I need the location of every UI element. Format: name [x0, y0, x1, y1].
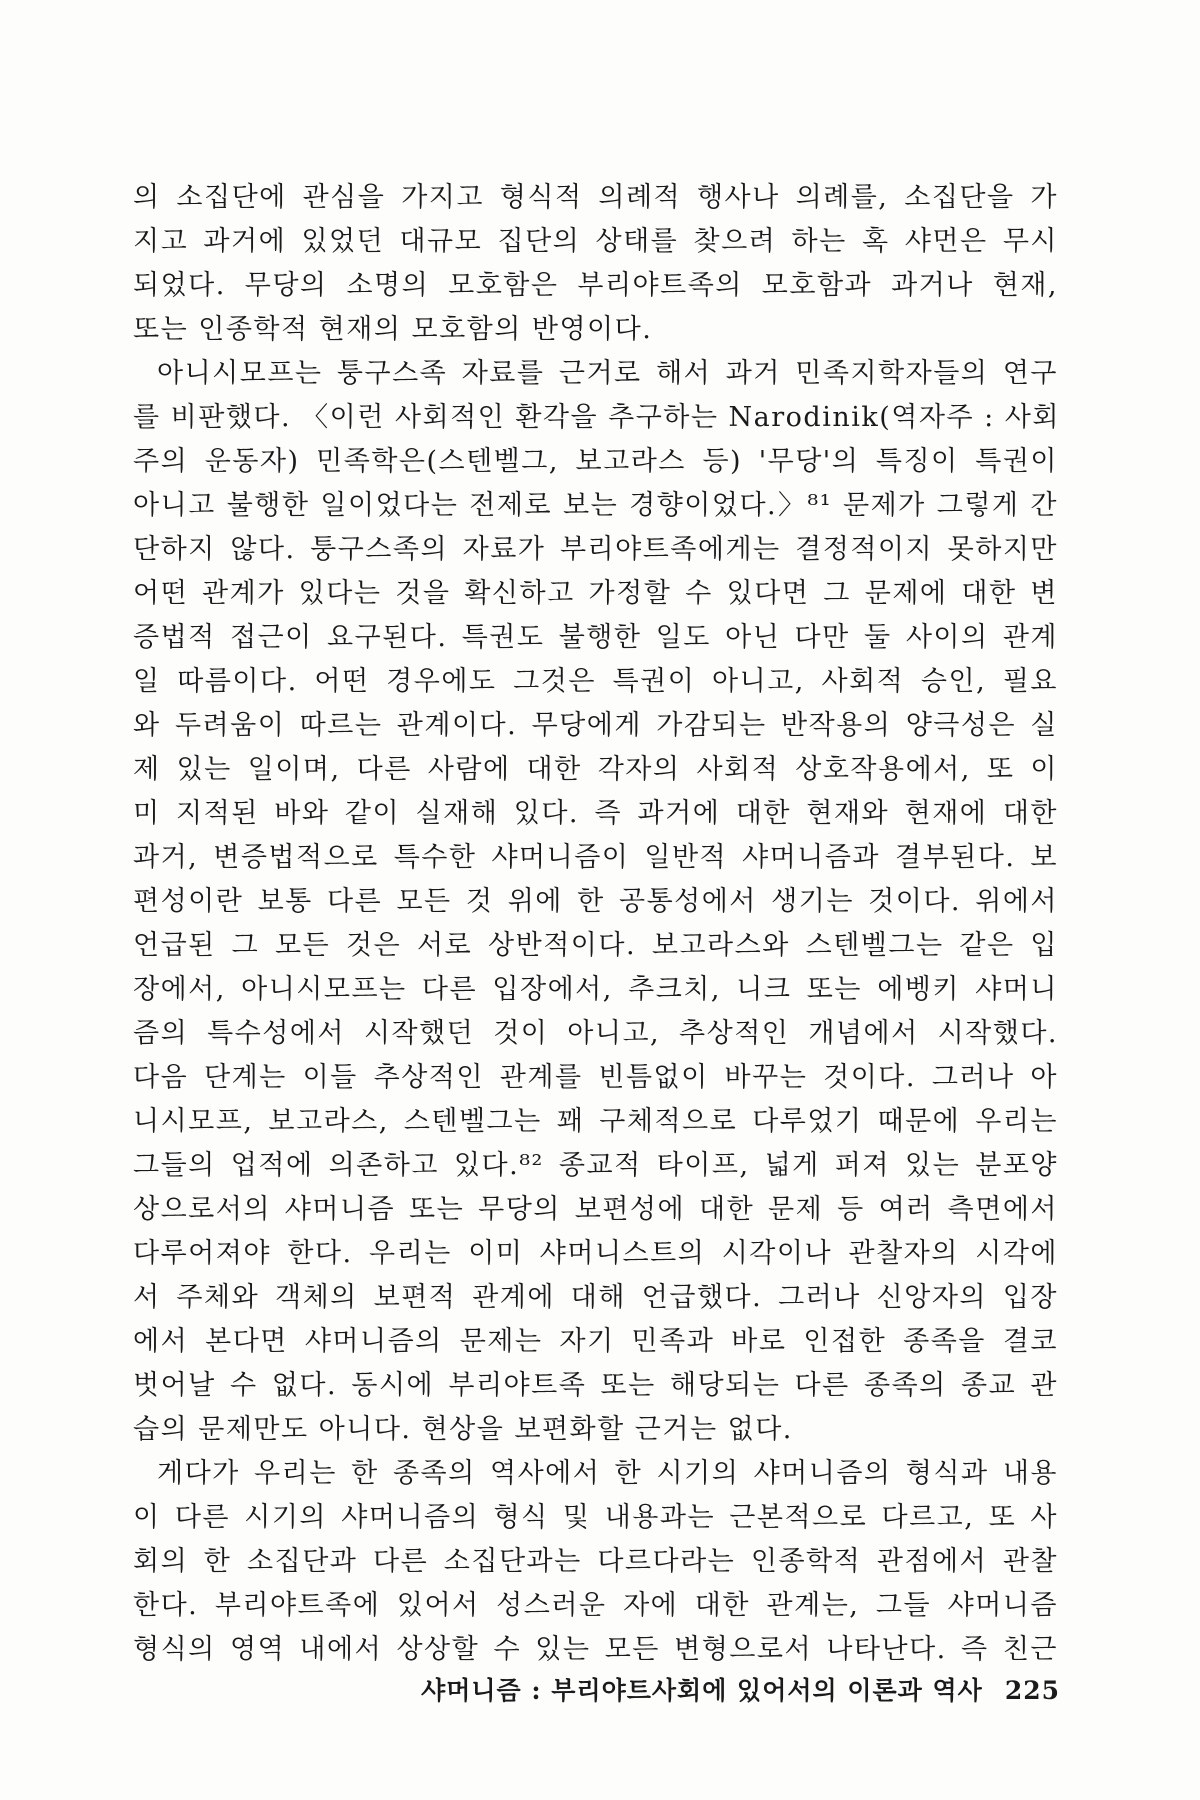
- text-line: 미 지적된 바와 같이 실재해 있다. 즉 과거에 대한 현재와 현재에 대한: [133, 798, 1058, 829]
- text-line: 또는 인종학적 현재의 모호함의 반영이다.: [133, 314, 653, 345]
- text-line: 벗어날 수 없다. 동시에 부리야트족 또는 해당되는 다른 종족의 종교 관: [133, 1370, 1058, 1401]
- text-line: 장에서, 아니시모프는 다른 입장에서, 추크치, 니크 또는 에벵키 샤머니: [133, 974, 1058, 1005]
- text-line: 어떤 관계가 있다는 것을 확신하고 가정할 수 있다면 그 문제에 대한 변: [133, 578, 1058, 609]
- text-line: 되었다. 무당의 소명의 모호함은 부리야트족의 모호함과 과거나 현재,: [133, 270, 1058, 301]
- text-line: 지고 과거에 있었던 대규모 집단의 상태를 찾으려 하는 혹 샤먼은 무시: [133, 226, 1058, 257]
- running-title: 샤머니즘 : 부리야트사회에 있어서의 이론과 역사: [421, 1676, 983, 1705]
- paragraph-2: [133, 352, 1058, 1452]
- text-line: 다루어져야 한다. 우리는 이미 샤머니스트의 시각이나 관찰자의 시각에: [133, 1238, 1058, 1269]
- text-line: 서 주체와 객체의 보편적 관계에 대해 언급했다. 그러나 신앙자의 입장: [133, 1282, 1058, 1313]
- text-line: 다음 단계는 이들 추상적인 관계를 빈틈없이 바꾸는 것이다. 그러나 아: [133, 1062, 1058, 1093]
- text-line: 편성이란 보통 다른 모든 것 위에 한 공통성에서 생기는 것이다. 위에서: [133, 886, 1058, 917]
- paragraph-3: [133, 1452, 1058, 1672]
- text-line: 일 따름이다. 어떤 경우에도 그것은 특권이 아니고, 사회적 승인, 필요: [133, 666, 1058, 697]
- text-line: 형식의 영역 내에서 상상할 수 있는 모든 변형으로서 나타난다. 즉 친근: [133, 1634, 1058, 1665]
- body-text: [133, 176, 1058, 1672]
- text-line: 상으로서의 샤머니즘 또는 무당의 보편성에 대한 문제 등 여러 측면에서: [133, 1194, 1058, 1225]
- text-line: 와 두려움이 따르는 관계이다. 무당에게 가감되는 반작용의 양극성은 실: [133, 710, 1058, 741]
- text-line: 를 비판했다. 〈이런 사회적인 환각을 추구하는 Narodinik(역자주 : 사회: [133, 402, 1060, 433]
- text-line: 이 다른 시기의 샤머니즘의 형식 및 내용과는 근본적으로 다르고, 또 사: [133, 1502, 1058, 1533]
- text-line: 아니시모프는 퉁구스족 자료를 근거로 해서 과거 민족지학자들의 연구: [157, 358, 1058, 389]
- text-line: 과거, 변증법적으로 특수한 샤머니즘이 일반적 샤머니즘과 결부된다. 보: [133, 842, 1058, 873]
- text-line: 회의 한 소집단과 다른 소집단과는 다르다라는 인종학적 관점에서 관찰: [133, 1546, 1058, 1577]
- text-line: 게다가 우리는 한 종족의 역사에서 한 시기의 샤머니즘의 형식과 내용: [157, 1458, 1058, 1489]
- text-line: 단하지 않다. 퉁구스족의 자료가 부리야트족에게는 결정적이지 못하지만: [133, 534, 1058, 565]
- text-line: 증법적 접근이 요구된다. 특권도 불행한 일도 아닌 다만 둘 사이의 관계: [133, 622, 1058, 653]
- text-line: 제 있는 일이며, 다른 사람에 대한 각자의 사회적 상호작용에서, 또 이: [133, 754, 1058, 785]
- text-line: 습의 문제만도 아니다. 현상을 보편화할 근거는 없다.: [133, 1414, 793, 1445]
- text-line: 의 소집단에 관심을 가지고 형식적 의례적 행사나 의례를, 소집단을 가: [133, 182, 1058, 213]
- text-line: 언급된 그 모든 것은 서로 상반적이다. 보고라스와 스텐벨그는 같은 입: [133, 930, 1058, 961]
- text-line: 즘의 특수성에서 시작했던 것이 아니고, 추상적인 개념에서 시작했다.: [133, 1018, 1058, 1049]
- text-line: 그들의 업적에 의존하고 있다.⁸² 종교적 타이프, 넓게 퍼져 있는 분포양: [133, 1150, 1058, 1181]
- page-footer: [421, 1673, 1060, 1709]
- text-line: 아니고 불행한 일이었다는 전제로 보는 경향이었다.〉⁸¹ 문제가 그렇게 간: [133, 490, 1058, 521]
- text-line: 주의 운동자) 민족학은(스텐벨그, 보고라스 등) '무당'의 특징이 특권이: [133, 446, 1058, 477]
- text-line: 한다. 부리야트족에 있어서 성스러운 자에 대한 관계는, 그들 샤머니즘: [133, 1590, 1058, 1621]
- text-line: 니시모프, 보고라스, 스텐벨그는 꽤 구체적으로 다루었기 때문에 우리는: [133, 1106, 1058, 1137]
- paragraph-1: [133, 176, 1058, 352]
- text-line: 에서 본다면 샤머니즘의 문제는 자기 민족과 바로 인접한 종족을 결코: [133, 1326, 1058, 1357]
- page-number: 225: [1004, 1676, 1060, 1705]
